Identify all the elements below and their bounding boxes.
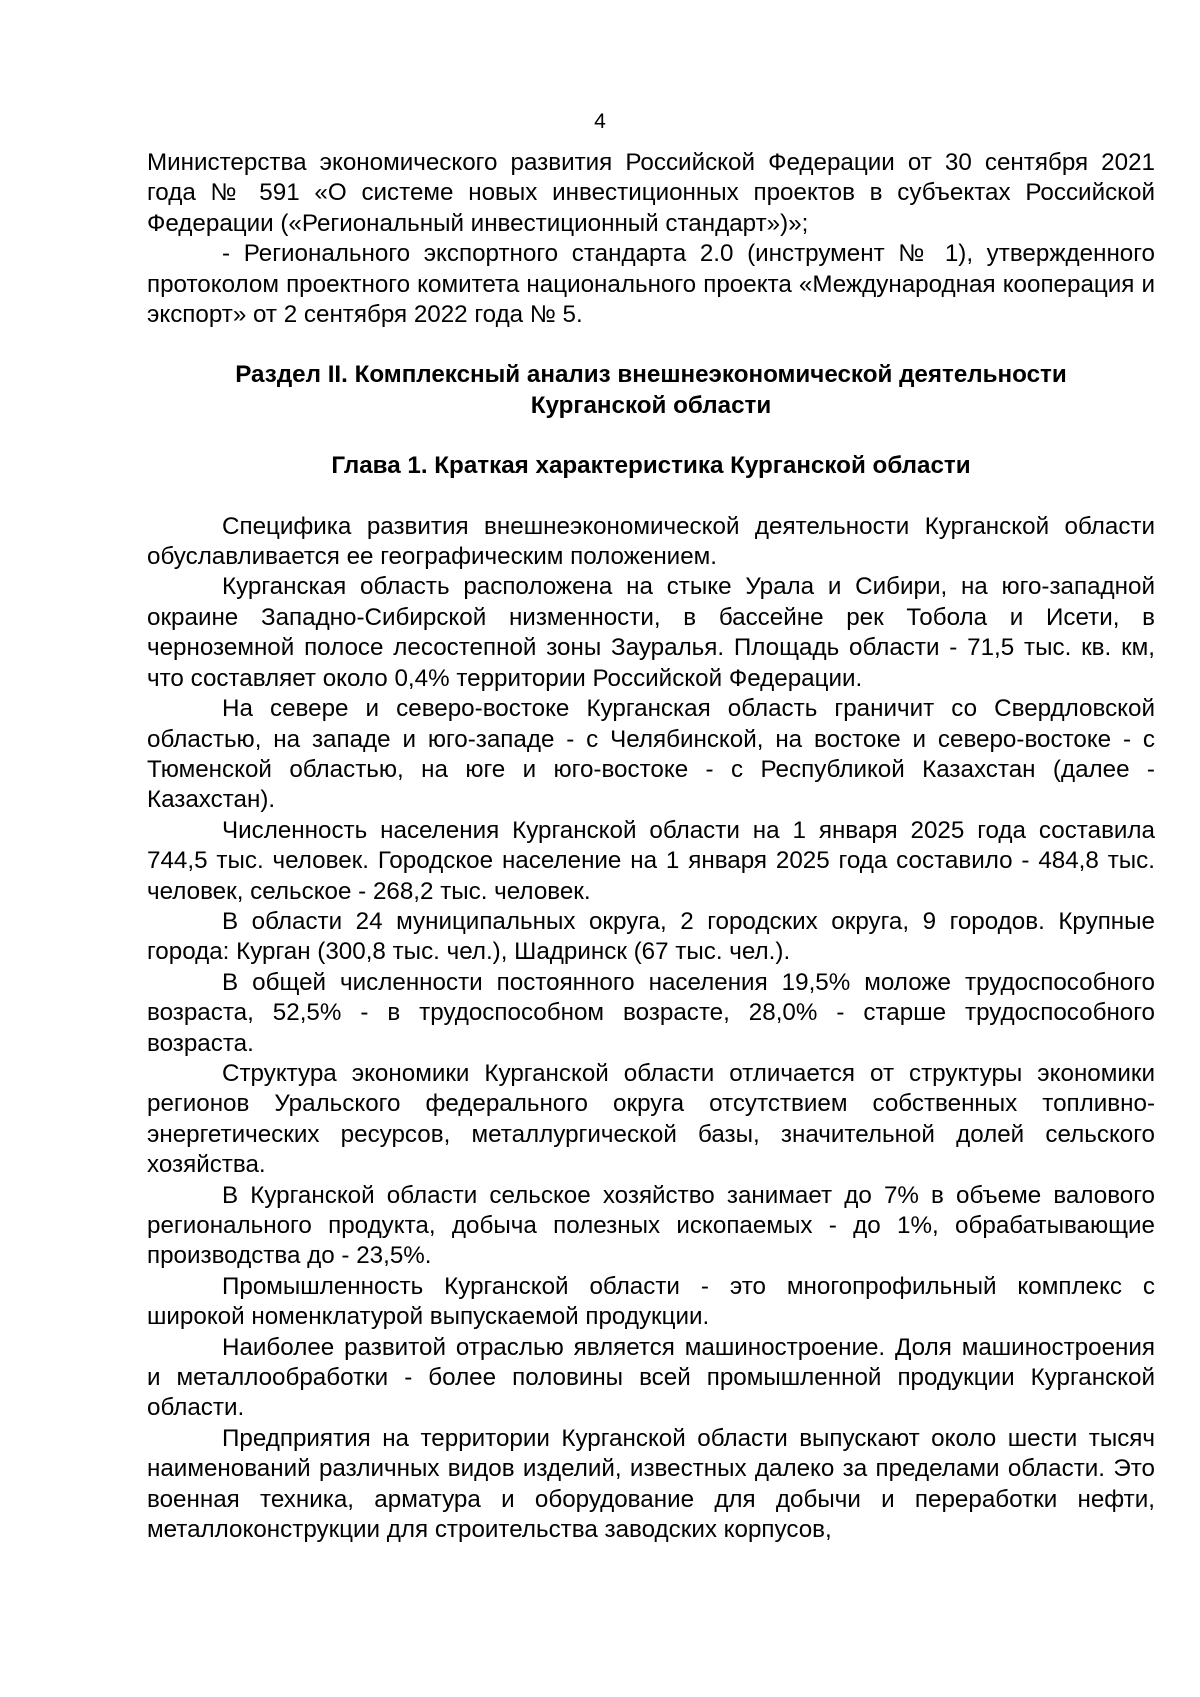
- paragraph-machine-building: Наиболее развитой отраслью является машиностроение. Доля машиностроения и металлообработки - более половины всей промышленной продукции Курганской области.: [147, 1333, 1155, 1422]
- paragraph-economy-structure: Структура экономики Курганской области отличается от структуры экономики регионов Уральского федерального округа отсутствием собственных топливно-энергетических ресурсов, металлургической базы, значительной долей сельского хозяйства.: [147, 1059, 1155, 1179]
- section-title-line-2: Курганской области: [530, 391, 772, 419]
- paragraph-borders: На севере и северо-востоке Курганская область граничит со Свердловской областью, на западе и юго-западе - с Челябинской, на востоке и северо-востоке - с Тюменской областью, на юге и юго-востоке - с Республикой Казахстан (далее - Казахстан).: [147, 695, 1155, 814]
- paragraph-agriculture-share: В Курганской области сельское хозяйство занимает до 7% в объеме валового регионального продукта, добыча полезных ископаемых - до 1%, обрабатывающие производства до - 23,5%.: [147, 1181, 1155, 1270]
- paragraph-age-structure: В общей численности постоянного населения 19,5% моложе трудоспособного возраста, 52,5% - в трудоспособном возрасте, 28,0% - старше трудоспособного возраста.: [147, 968, 1155, 1057]
- paragraph-enterprises: Предприятия на территории Курганской области выпускают около шести тысяч наименований различных видов изделий, известных далеко за пределами области. Это военная техника, арматура и оборудование для добычи и переработки нефти, металлоконструкции для строительства заводских корпусов,: [147, 1424, 1155, 1544]
- paragraph-specifics: Специфика развития внешнеэкономической деятельности Курганской области обуславливается ее географическим положением.: [147, 512, 1155, 571]
- paragraph-population: Численность населения Курганской области на 1 января 2025 года составила 744,5 тыс. человек. Городское население на 1 января 2025 года составило - 484,8 тыс. человек, сельское - 268,2 тыс. человек.: [147, 816, 1155, 905]
- paragraph-industry: Промышленность Курганской области - это многопрофильный комплекс с широкой номенклатурой выпускаемой продукции.: [147, 1272, 1155, 1331]
- chapter-title: Глава 1. Краткая характеристика Курганской области: [331, 452, 971, 480]
- paragraph-location: Курганская область расположена на стыке Урала и Сибири, на юго-западной окраине Западно-Сибирской низменности, в бассейне рек Тобола и Исети, в черноземной полосе лесостепной зоны Зауралья. Площадь области - 71,5 тыс. кв. км, что составляет около 0,4% территории Российской Федерации.: [147, 573, 1155, 692]
- paragraph-municipalities: В области 24 муниципальных округа, 2 городских округа, 9 городов. Крупные города: Курган (300,8 тыс. чел.), Шадринск (67 тыс. чел.).: [147, 907, 1155, 966]
- section-title-line-1: Раздел II. Комплексный анализ внешнеэкономической деятельности: [235, 361, 1067, 389]
- intro-bullet-regional-export-standard: - Регионального экспортного стандарта 2.0 (инструмент № 1), утвержденного протоколом проектного комитета национального проекта «Международная кооперация и экспорт» от 2 сентября 2022 года № 5.: [147, 240, 1155, 329]
- section-title: [147, 360, 1155, 421]
- intro-continuation: Министерства экономического развития Российской Федерации от 30 сентября 2021 года № 591 «О системе новых инвестиционных проектов в субъектах Российской Федерации («Региональный инвестиционный стандарт»)»;: [147, 149, 1155, 237]
- page-number: 4: [594, 110, 606, 133]
- page-content: [147, 148, 1155, 1545]
